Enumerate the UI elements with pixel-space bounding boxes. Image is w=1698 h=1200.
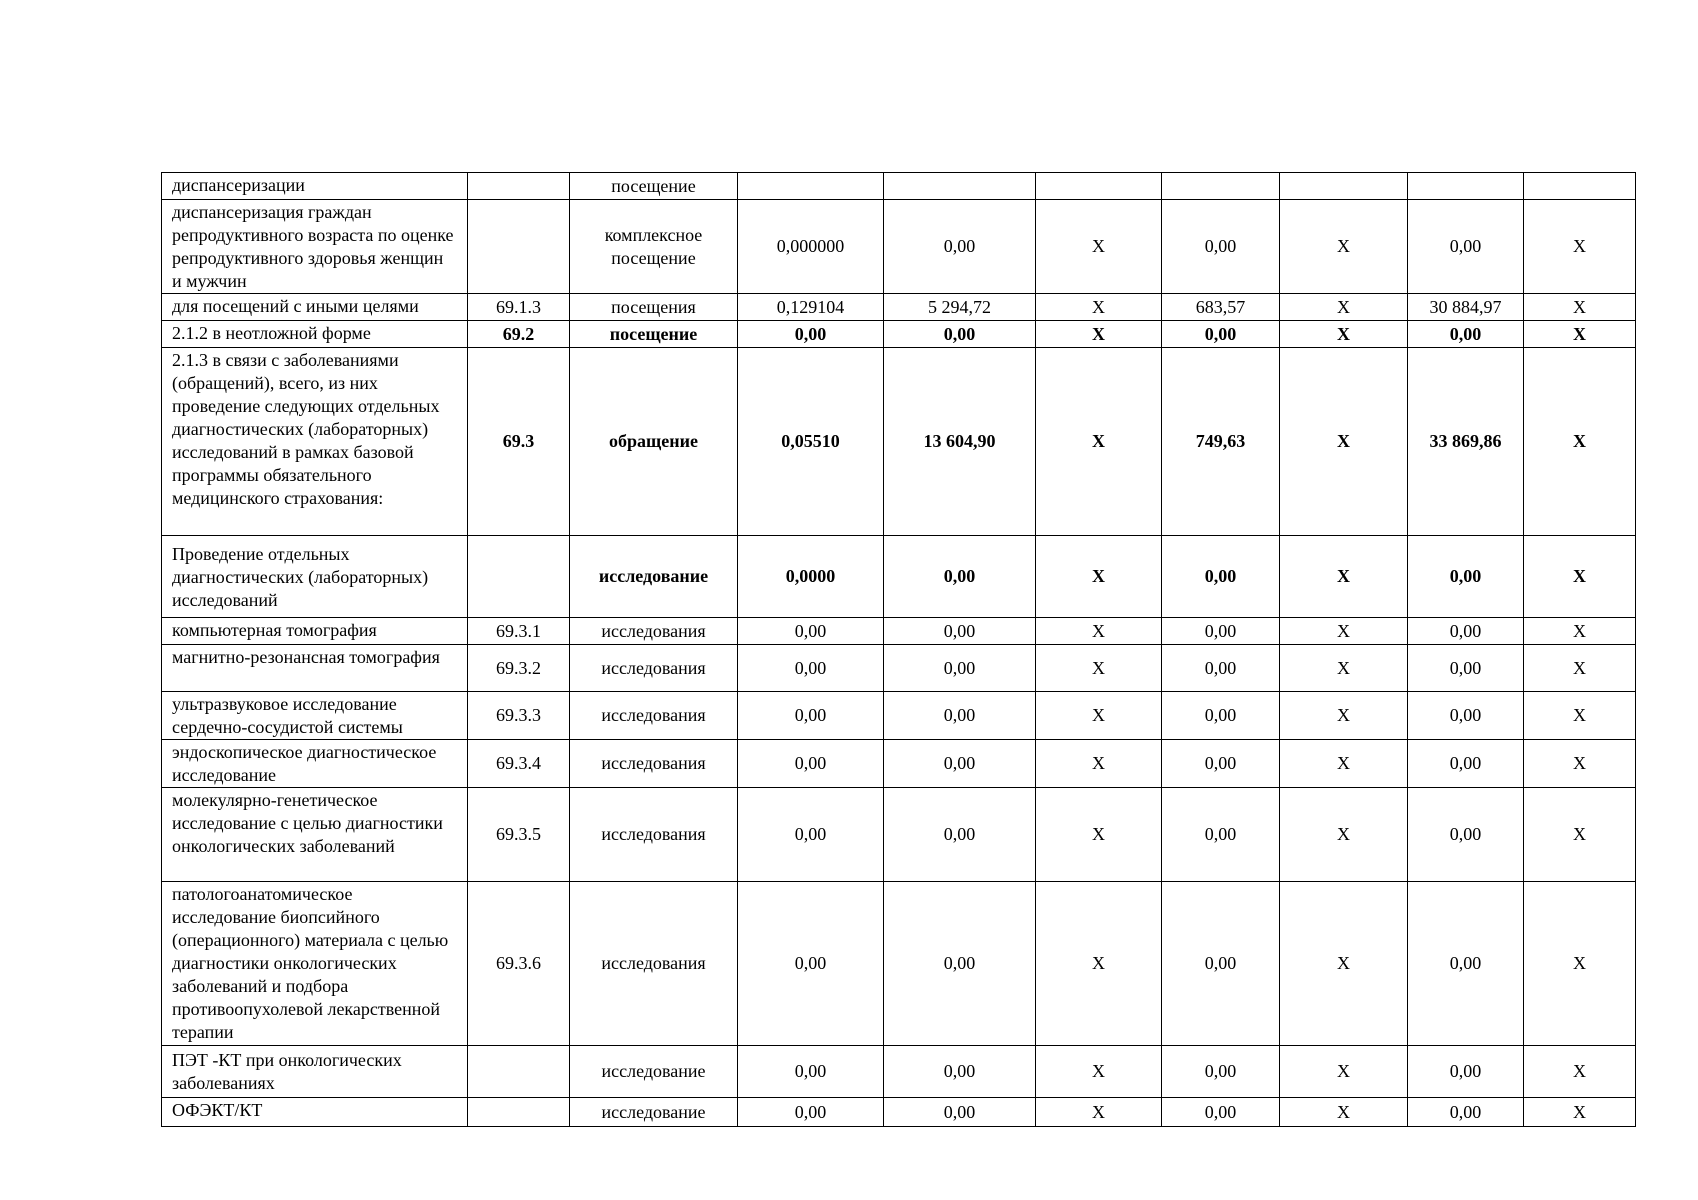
row-value-2-cell: 0,00 [884,618,1036,645]
row-unit-cell: посещение [570,321,738,348]
row-value-7-cell: X [1524,645,1636,692]
row-value-4-cell: 683,57 [1162,294,1280,321]
row-code-cell: 69.3.1 [468,618,570,645]
row-code-cell: 69.3 [468,348,570,536]
row-code-cell [468,1098,570,1127]
row-name-cell: Проведение отдельных диагностических (лабораторных) исследований [162,536,468,618]
row-value-4-cell: 0,00 [1162,692,1280,740]
row-value-4-cell: 0,00 [1162,788,1280,882]
row-name-cell: молекулярно-генетическое исследование с целью диагностики онкологических заболеваний [162,788,468,882]
row-code-cell: 69.3.5 [468,788,570,882]
row-unit-cell: исследование [570,536,738,618]
row-value-1-cell: 0,0000 [738,536,884,618]
row-value-2-cell: 0,00 [884,200,1036,294]
row-value-5-cell: X [1280,200,1408,294]
row-value-2-cell: 5 294,72 [884,294,1036,321]
row-value-5-cell: X [1280,618,1408,645]
row-value-2-cell: 0,00 [884,740,1036,788]
row-value-3-cell: X [1036,618,1162,645]
row-value-2-cell [884,173,1036,200]
row-value-5-cell: X [1280,1098,1408,1127]
table-row [162,536,1636,618]
row-name-cell: диспансеризации [162,173,468,200]
row-value-2-cell: 0,00 [884,321,1036,348]
row-value-6-cell: 0,00 [1408,321,1524,348]
table-row [162,1046,1636,1098]
row-unit-cell: исследования [570,618,738,645]
row-unit-cell: исследования [570,788,738,882]
row-value-5-cell: X [1280,294,1408,321]
row-unit-cell: посещение [570,173,738,200]
row-value-2-cell: 0,00 [884,788,1036,882]
row-value-1-cell: 0,00 [738,1046,884,1098]
table-row [162,618,1636,645]
row-value-7-cell: X [1524,536,1636,618]
row-value-3-cell: X [1036,348,1162,536]
row-value-1-cell: 0,00 [738,740,884,788]
row-name-cell: ультразвуковое исследование сердечно-сосудистой системы [162,692,468,740]
row-value-3-cell: X [1036,692,1162,740]
row-value-3-cell: X [1036,536,1162,618]
table-row [162,321,1636,348]
row-value-1-cell: 0,00 [738,618,884,645]
row-value-4-cell: 0,00 [1162,321,1280,348]
row-unit-cell: посещения [570,294,738,321]
row-name-cell: патологоанатомическое исследование биопсийного (операционного) материала с целью диагностики онкологических заболеваний и подбора противоопухолевой лекарственной терапии [162,882,468,1046]
row-value-2-cell: 0,00 [884,1098,1036,1127]
row-value-2-cell: 0,00 [884,882,1036,1046]
row-unit-cell: исследования [570,645,738,692]
row-code-cell: 69.3.3 [468,692,570,740]
row-name-cell: эндоскопическое диагностическое исследование [162,740,468,788]
row-code-cell [468,1046,570,1098]
row-value-4-cell [1162,173,1280,200]
row-value-1-cell: 0,00 [738,788,884,882]
row-value-3-cell: X [1036,788,1162,882]
row-value-2-cell: 0,00 [884,645,1036,692]
row-value-5-cell: X [1280,348,1408,536]
table-row [162,882,1636,1046]
row-code-cell: 69.1.3 [468,294,570,321]
row-unit-cell: исследования [570,882,738,1046]
row-value-1-cell: 0,00 [738,645,884,692]
row-value-1-cell: 0,00 [738,692,884,740]
row-unit-cell: комплексное посещение [570,200,738,294]
row-value-6-cell: 30 884,97 [1408,294,1524,321]
row-value-7-cell: X [1524,882,1636,1046]
row-value-6-cell: 0,00 [1408,788,1524,882]
row-value-2-cell: 0,00 [884,536,1036,618]
row-name-cell: диспансеризация граждан репродуктивного возраста по оценке репродуктивного здоровья женщин и мужчин [162,200,468,294]
row-value-4-cell: 0,00 [1162,645,1280,692]
row-value-2-cell: 13 604,90 [884,348,1036,536]
row-value-5-cell: X [1280,692,1408,740]
table-row [162,294,1636,321]
row-value-7-cell: X [1524,200,1636,294]
row-value-1-cell: 0,129104 [738,294,884,321]
table-row [162,692,1636,740]
row-value-4-cell: 0,00 [1162,1046,1280,1098]
row-value-7-cell [1524,173,1636,200]
row-value-4-cell: 749,63 [1162,348,1280,536]
row-value-6-cell: 0,00 [1408,536,1524,618]
row-name-cell: магнитно-резонансная томография [162,645,468,692]
row-name-cell: для посещений с иными целями [162,294,468,321]
row-value-7-cell: X [1524,321,1636,348]
table-row [162,788,1636,882]
row-code-cell: 69.2 [468,321,570,348]
row-value-7-cell: X [1524,740,1636,788]
table-row [162,348,1636,536]
row-value-4-cell: 0,00 [1162,740,1280,788]
row-code-cell [468,200,570,294]
row-value-3-cell: X [1036,1046,1162,1098]
row-value-6-cell: 0,00 [1408,692,1524,740]
row-value-7-cell: X [1524,348,1636,536]
row-value-6-cell [1408,173,1524,200]
row-value-3-cell: X [1036,740,1162,788]
row-value-7-cell: X [1524,692,1636,740]
row-code-cell [468,173,570,200]
row-name-cell: 2.1.3 в связи с заболеваниями (обращений), всего, из них проведение следующих отдельных диагностических (лабораторных) исследований в рамках базовой программы обязательного медицинского страхования: [162,348,468,536]
row-value-1-cell: 0,00 [738,1098,884,1127]
row-value-4-cell: 0,00 [1162,618,1280,645]
row-value-5-cell: X [1280,740,1408,788]
row-value-3-cell: X [1036,294,1162,321]
row-name-cell: ОФЭКТ/КТ [162,1098,468,1127]
table-body [162,173,1636,1127]
row-value-5-cell: X [1280,788,1408,882]
table-row [162,645,1636,692]
row-value-1-cell: 0,00 [738,882,884,1046]
row-unit-cell: исследование [570,1046,738,1098]
row-value-6-cell: 0,00 [1408,618,1524,645]
row-code-cell: 69.3.4 [468,740,570,788]
row-value-3-cell: X [1036,645,1162,692]
row-value-3-cell: X [1036,321,1162,348]
row-value-5-cell: X [1280,1046,1408,1098]
data-table [161,172,1636,1127]
row-value-5-cell: X [1280,882,1408,1046]
row-value-4-cell: 0,00 [1162,1098,1280,1127]
row-value-6-cell: 0,00 [1408,740,1524,788]
row-value-6-cell: 0,00 [1408,1046,1524,1098]
row-value-3-cell [1036,173,1162,200]
row-value-7-cell: X [1524,618,1636,645]
row-value-7-cell: X [1524,1098,1636,1127]
row-value-6-cell: 0,00 [1408,200,1524,294]
row-name-cell: компьютерная томография [162,618,468,645]
row-name-cell: 2.1.2 в неотложной форме [162,321,468,348]
row-value-6-cell: 0,00 [1408,645,1524,692]
table-row [162,200,1636,294]
row-value-5-cell: X [1280,536,1408,618]
row-value-5-cell: X [1280,321,1408,348]
row-value-7-cell: X [1524,294,1636,321]
row-value-1-cell: 0,00 [738,321,884,348]
row-code-cell [468,536,570,618]
row-value-6-cell: 0,00 [1408,882,1524,1046]
row-unit-cell: обращение [570,348,738,536]
row-value-1-cell: 0,000000 [738,200,884,294]
row-value-7-cell: X [1524,788,1636,882]
row-unit-cell: исследования [570,740,738,788]
table-row [162,173,1636,200]
row-value-4-cell: 0,00 [1162,200,1280,294]
row-value-7-cell: X [1524,1046,1636,1098]
row-code-cell: 69.3.2 [468,645,570,692]
row-value-2-cell: 0,00 [884,692,1036,740]
row-value-3-cell: X [1036,882,1162,1046]
row-code-cell: 69.3.6 [468,882,570,1046]
row-value-6-cell: 33 869,86 [1408,348,1524,536]
row-value-5-cell [1280,173,1408,200]
row-value-5-cell: X [1280,645,1408,692]
row-value-3-cell: X [1036,200,1162,294]
row-value-2-cell: 0,00 [884,1046,1036,1098]
row-unit-cell: исследование [570,1098,738,1127]
row-value-4-cell: 0,00 [1162,882,1280,1046]
row-unit-cell: исследования [570,692,738,740]
table-row [162,1098,1636,1127]
row-value-4-cell: 0,00 [1162,536,1280,618]
row-value-1-cell: 0,05510 [738,348,884,536]
row-name-cell: ПЭТ -КТ при онкологических заболеваниях [162,1046,468,1098]
row-value-1-cell [738,173,884,200]
row-value-3-cell: X [1036,1098,1162,1127]
table-row [162,740,1636,788]
row-value-6-cell: 0,00 [1408,1098,1524,1127]
